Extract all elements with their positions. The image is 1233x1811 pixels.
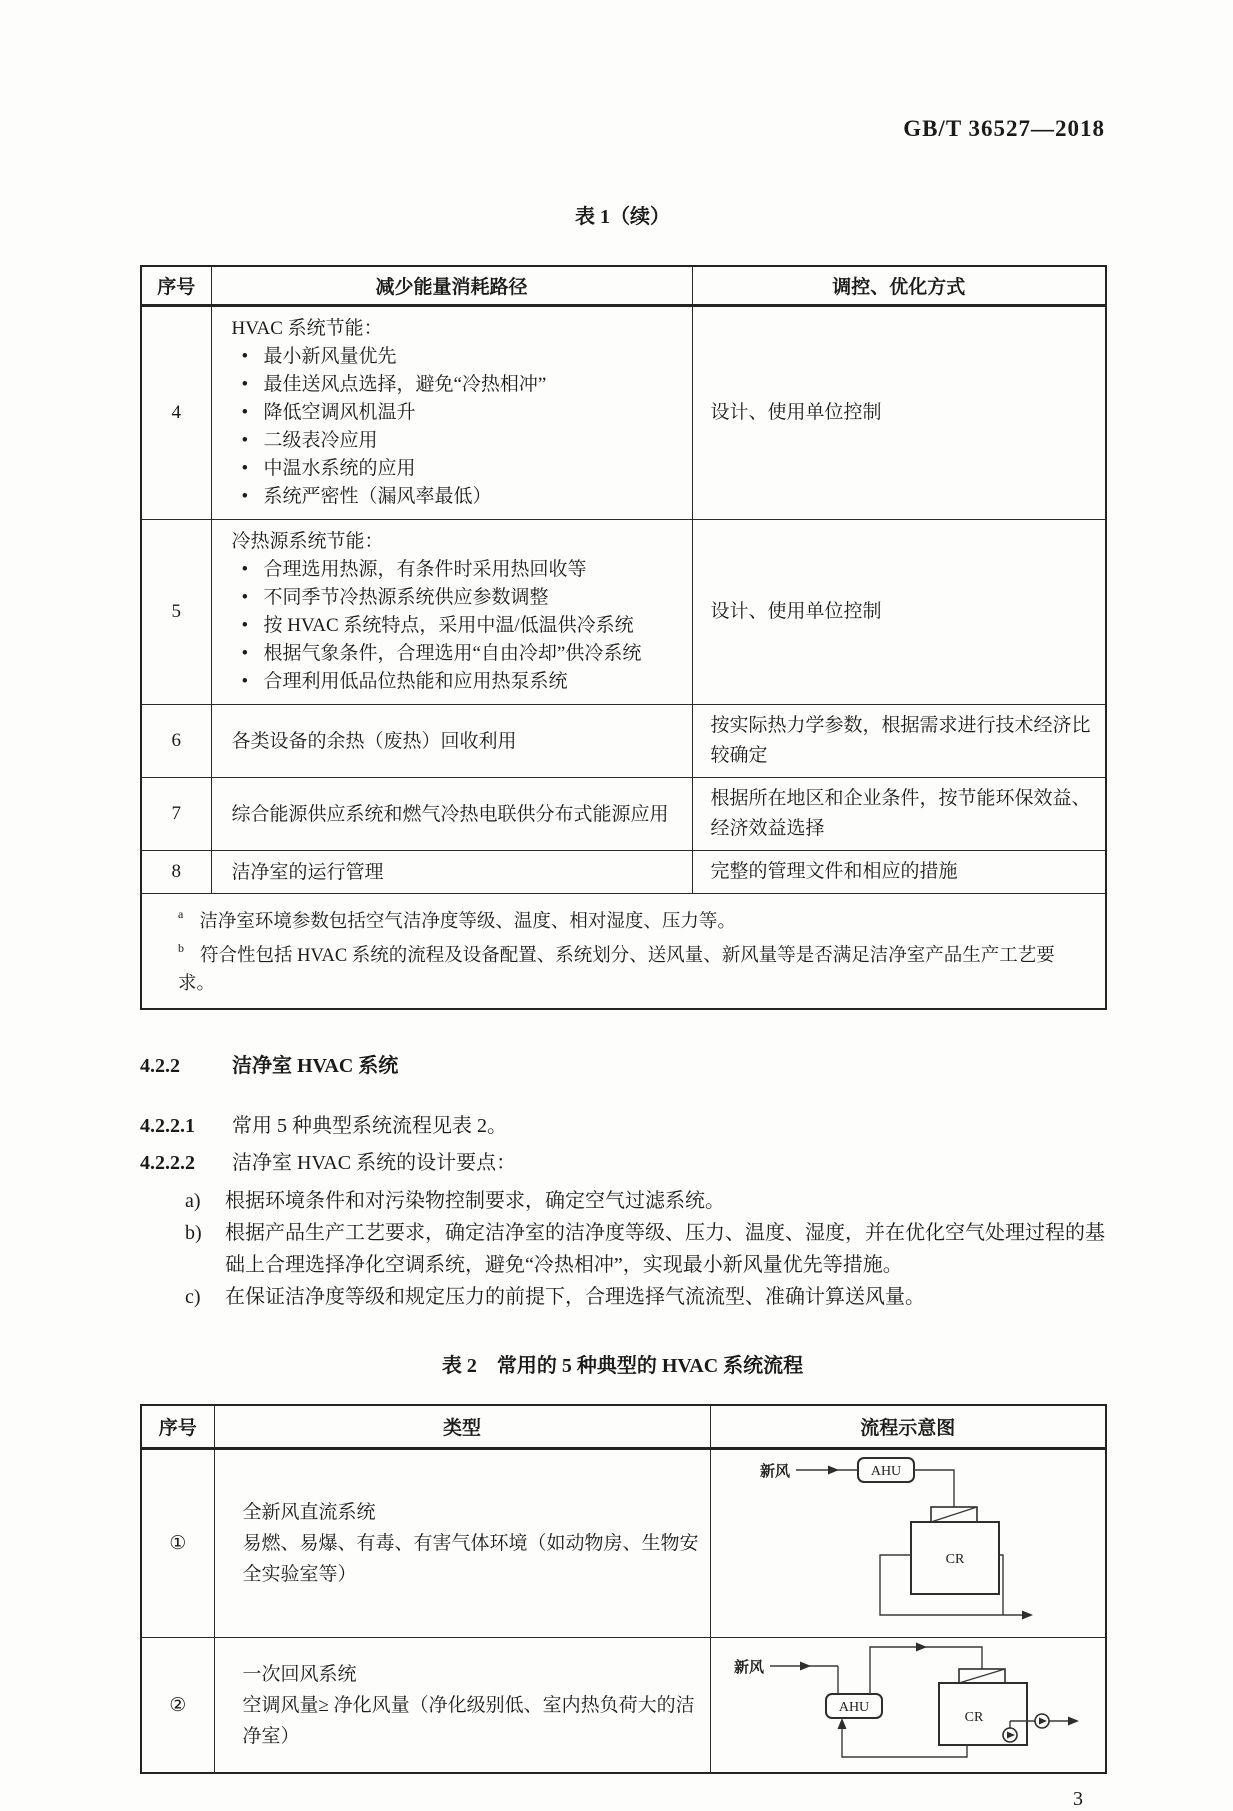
row5-control: 设计、使用单位控制 [692, 520, 1106, 705]
row7-path: 综合能源供应系统和燃气冷热电联供分布式能源应用 [211, 778, 692, 851]
table-row-8 [141, 851, 1106, 894]
flow-arrow-icon [916, 1643, 927, 1652]
clause-4-2-2-2 [140, 1150, 1105, 1176]
bullet-text: 按 HVAC 系统特点，采用中温/低温供冷系统 [263, 615, 634, 636]
footnote-a-text: 洁净室环境参数包括空气洁净度等级、温度、相对湿度、压力等。 [199, 912, 736, 933]
bullet-text: 最小新风量优先 [263, 346, 397, 367]
row4-seq: 4 [141, 306, 211, 520]
return-line [842, 1723, 967, 1757]
table2-header-row [141, 1405, 1106, 1449]
bullet-item [232, 612, 682, 640]
table2-row-2 [141, 1638, 1106, 1773]
table2-header-type: 类型 [214, 1405, 710, 1449]
duct-line [914, 1470, 954, 1507]
ahu-label: AHU [838, 1700, 869, 1716]
fan-blade-icon [1039, 1718, 1047, 1725]
table1-header-path: 减少能量消耗路径 [211, 266, 692, 306]
bullet-text: 最佳送风点选择，避免“冷热相冲” [263, 374, 547, 395]
list-item-a [185, 1185, 1105, 1217]
table2-row-1 [141, 1449, 1106, 1638]
bullet-icon [232, 556, 264, 584]
fresh-air-label: 新风 [733, 1660, 764, 1677]
t2row2-seq: ② [141, 1638, 214, 1773]
bullet-text: 不同季节冷热源系统供应参数调整 [263, 587, 549, 608]
bullet-item [232, 343, 682, 371]
t2row1-seq: ① [141, 1449, 214, 1638]
bullet-text: 根据气象条件，合理选用“自由冷却”供冷系统 [263, 643, 642, 664]
table2-header-seq: 序号 [141, 1405, 214, 1449]
bullet-item [232, 427, 682, 455]
table1-header-control: 调控、优化方式 [692, 266, 1106, 306]
table-row-4 [141, 306, 1106, 520]
flow-arrow-icon [828, 1465, 839, 1474]
filter-diagonal [959, 1669, 1005, 1683]
row4-control: 设计、使用单位控制 [692, 306, 1106, 520]
hvac-flow-diagram-single-return [734, 1639, 1082, 1765]
footnote-b-text: 符合性包括 HVAC 系统的流程及设备配置、系统划分、送风量、新风量等是否满足洁净室产品生产工艺要求。 [178, 946, 1055, 995]
t2row2-diagram [710, 1638, 1106, 1773]
bullet-icon [232, 427, 264, 455]
t2row2-type [214, 1638, 710, 1773]
footnote-a [178, 902, 1091, 936]
table2-title: 表 2 常用的 5 种典型的 HVAC 系统流程 [441, 1355, 804, 1378]
footnote-b-marker: b [178, 941, 184, 956]
row6-seq: 6 [141, 705, 211, 778]
list-marker: a) [185, 1190, 201, 1213]
doc-number: GB/T 36527—2018 [903, 116, 1105, 141]
footnote-a-marker: a [178, 907, 184, 921]
flow-arrow-icon [1068, 1717, 1079, 1726]
list-item-c [185, 1281, 1105, 1313]
flow-arrow-icon [1022, 1610, 1033, 1619]
bullet-item [232, 584, 682, 612]
row6-control: 按实际热力学参数，根据需求进行技术经济比较确定 [692, 705, 1106, 778]
bullet-icon [232, 343, 264, 371]
bullet-text: 降低空调风机温升 [263, 402, 416, 423]
row7-control: 根据所在地区和企业条件，按节能环保效益、经济效益选择 [692, 778, 1106, 851]
bullet-icon [232, 612, 264, 640]
table1-header-row [141, 266, 1106, 306]
list-marker: c) [185, 1286, 201, 1309]
filter-diagonal [931, 1507, 977, 1522]
footnote-b [178, 936, 1091, 998]
bullet-item [232, 640, 682, 668]
ahu-label: AHU [870, 1463, 901, 1479]
bullet-item [232, 371, 682, 399]
table1-footnotes [141, 894, 1106, 1010]
table-row-7 [141, 778, 1106, 851]
list-text: 根据环境条件和对污染物控制要求，确定空气过滤系统。 [225, 1190, 725, 1213]
table1-title: 表 1（续） [575, 206, 670, 228]
bullet-icon [232, 371, 264, 399]
table2 [140, 1404, 1107, 1774]
fresh-air-label: 新风 [759, 1463, 790, 1480]
row4-path-title: HVAC 系统节能： [231, 318, 383, 339]
bullet-text: 系统严密性（漏风率最低） [263, 486, 492, 507]
system-type-desc: 空调风量≥ 净化风量（净化级别低、室内热负荷大的洁净室） [242, 1694, 695, 1747]
bullet-icon [232, 584, 264, 612]
clause-text: 常用 5 种典型系统流程见表 2。 [232, 1115, 507, 1138]
bullet-icon [232, 455, 264, 483]
list-text: 在保证洁净度等级和规定压力的前提下，合理选择气流流型、准确计算送风量。 [225, 1286, 925, 1309]
bullet-icon [232, 483, 264, 511]
section-heading-text: 洁净室 HVAC 系统 [232, 1055, 399, 1078]
flow-arrow-icon [800, 1662, 811, 1671]
row5-seq: 5 [141, 520, 211, 705]
table2-header-diagram: 流程示意图 [710, 1405, 1106, 1449]
row6-path: 各类设备的余热（废热）回收利用 [211, 705, 692, 778]
section-heading-number: 4.2.2 [140, 1055, 180, 1078]
row8-seq: 8 [141, 851, 211, 894]
cleanroom-label: CR [964, 1710, 984, 1726]
table-row-5 [141, 520, 1106, 705]
bullet-text: 合理选用热源，有条件时采用热回收等 [263, 559, 587, 580]
table-row-6 [141, 705, 1106, 778]
clause-number: 4.2.2.1 [140, 1115, 195, 1138]
section-heading [140, 1049, 1105, 1078]
bullet-item [232, 668, 682, 696]
clause-4-2-2-1 [140, 1113, 1105, 1139]
bullet-icon [232, 399, 264, 427]
row4-path [211, 306, 692, 520]
flow-arrow-up-icon [837, 1718, 846, 1729]
bullet-item [232, 556, 682, 584]
system-type-title: 一次回风系统 [242, 1663, 357, 1685]
row8-path: 洁净室的运行管理 [211, 851, 692, 894]
t2row1-diagram [710, 1449, 1106, 1638]
t2row1-type [214, 1449, 710, 1638]
row5-path-title: 冷热源系统节能： [231, 531, 384, 552]
bullet-item [232, 483, 682, 511]
row8-control: 完整的管理文件和相应的措施 [692, 851, 1106, 894]
bullet-icon [232, 640, 264, 668]
page-content [140, 0, 1105, 1811]
system-type-desc: 易燃、易爆、有毒、有害气体环境（如动物房、生物安全实验室等） [242, 1533, 699, 1586]
system-type-title: 全新风直流系统 [242, 1502, 376, 1524]
bullet-item [232, 455, 682, 483]
cleanroom-label: CR [945, 1551, 965, 1567]
bullet-text: 合理利用低品位热能和应用热泵系统 [263, 671, 568, 692]
table1-header-seq: 序号 [141, 266, 211, 306]
clause-text: 洁净室 HVAC 系统的设计要点： [232, 1152, 517, 1175]
row5-path [211, 520, 692, 705]
bullet-text: 二级表冷应用 [263, 430, 378, 451]
bullet-icon [232, 668, 264, 696]
row7-seq: 7 [141, 778, 211, 851]
clause-number: 4.2.2.2 [140, 1152, 195, 1175]
section-4-2-2 [140, 1049, 1105, 1313]
bullet-item [232, 399, 682, 427]
bullet-text: 中温水系统的应用 [263, 458, 416, 479]
list-marker: b) [185, 1222, 202, 1245]
page-number: 3 [1073, 1787, 1083, 1810]
table1 [140, 265, 1107, 1010]
list-text: 根据产品生产工艺要求，确定洁净室的洁净度等级、压力、温度、湿度，并在优化空气处理过程的基础上合理选择净化空调系统，避免“冷热相冲”，实现最小新风量优先等措施。 [225, 1222, 1105, 1277]
supply-line [870, 1647, 982, 1694]
list-item-b [185, 1217, 1105, 1281]
hvac-flow-diagram-once-through [758, 1455, 1058, 1627]
fan-blade-icon [1007, 1732, 1015, 1739]
